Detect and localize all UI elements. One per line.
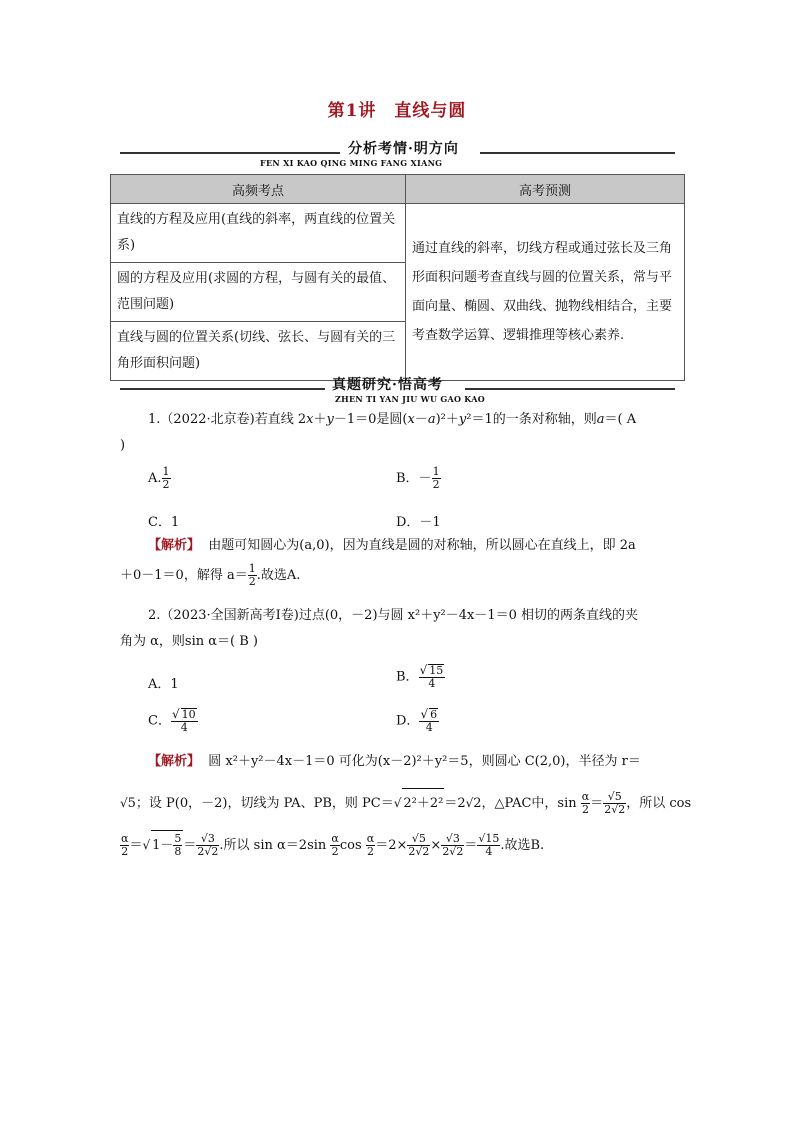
q1-option-b: B．－ $\frac{1}{2}$ <box>396 465 440 491</box>
q2-option-c: C． $\frac{√ 10}{4}$ <box>148 707 196 734</box>
table-row: 直线的方程及应用(直线的斜率，两直线的位置关系) <box>111 204 406 263</box>
table-header-prediction: 高考预测 <box>406 175 685 204</box>
table-row: 直线与圆的位置关系(切线、弦长、与圆有关的三角形面积问题) <box>111 322 406 381</box>
section-rule-left <box>120 152 340 154</box>
section-header-analysis <box>120 138 675 174</box>
section-label: 真题研究·悟高考 <box>332 377 443 393</box>
section-rule-right <box>480 152 675 154</box>
q2-option-b: B． $\frac{√ 15}{4}$ <box>396 663 444 690</box>
q1-analysis-line-2: ＋0－1＝0，解得 a＝ $\frac{1}{2}$ .故选A. <box>120 562 301 588</box>
q2-analysis-line-2: √5；设 P(0，－2)，切线为 PA、PB，则 PC＝√ 2²＋2²＝2√2，△PAC中，sin $\frac{\alpha}{2}$ ＝ $\frac{√5}{2√2}$ ，所以 cos <box>120 788 691 819</box>
q2-option-d: D． $\frac{√ 6}{4}$ <box>396 707 438 734</box>
section-label: 分析考情·明方向 <box>348 141 459 157</box>
analysis-label: 【解析】 <box>148 538 201 553</box>
question-2-stem-2: 角为 α，则sin α＝( B ) <box>120 634 258 649</box>
question-1-stem-cont: ) <box>120 438 126 453</box>
analysis-label: 【解析】 <box>148 754 201 769</box>
question-2-stem-1: 2.（2023·全国新高考Ⅰ卷)过点(0，－2)与圆 x²＋y²－4x－1＝0 相切的两条直线的夹 <box>148 608 639 623</box>
q1-option-d: D．－1 <box>396 515 441 530</box>
q2-option-a: A．1 <box>148 677 179 692</box>
q1-option-a: A. $\frac{1}{2}$ <box>148 465 170 491</box>
q1-option-c: C．1 <box>148 515 180 530</box>
q2-analysis-line-3: $\frac{\alpha}{2}$ ＝√ 1－ $\frac{5}{8}$ ＝ $\frac{√3}{2√2}$ .所以 sin α＝2sin $\frac{\alpha}{2}$ cos $\frac{\alpha}{2}$ ＝2× $\frac{√5}{2√2}$ × $\frac{√3}{2√2}$ ＝ $\frac{√15}{4}$ .故选B. <box>120 830 544 861</box>
q1-analysis-line-1: 【解析】 由题可知圆心为(a,0)，因为直线是圆的对称轴，所以圆心在直线上，即 2a <box>148 538 636 553</box>
section-header-real-questions <box>120 374 675 410</box>
table-row: 圆的方程及应用(求圆的方程，与圆有关的最值、范围问题) <box>111 263 406 322</box>
section-pinyin: ZHEN TI YAN JIU WU GAO KAO <box>335 394 486 404</box>
page-title: 第1讲 直线与圆 <box>327 101 467 121</box>
question-1-stem: 1.（2022·北京卷)若直线 2x＋y－1＝0是圆(x－a)²＋y²＝1的一条对称轴，则a＝( A <box>148 412 637 427</box>
section-pinyin: FEN XI KAO QING MING FANG XIANG <box>260 158 443 168</box>
q2-analysis-line-1: 【解析】 圆 x²＋y²－4x－1＝0 可化为(x－2)²＋y²＝5，则圆心 C(2,0)，半径为 r＝ <box>148 754 641 769</box>
section-rule-right <box>465 388 675 390</box>
table-prediction-cell: 通过直线的斜率，切线方程或通过弦长及三角形面积问题考查直线与圆的位置关系，常与平面向量、椭圆、双曲线、抛物线相结合，主要考查数学运算、逻辑推理等核心素养. <box>406 204 685 381</box>
section-rule-left <box>120 388 325 390</box>
table-header-points: 高频考点 <box>111 175 406 204</box>
exam-points-table <box>110 174 685 381</box>
